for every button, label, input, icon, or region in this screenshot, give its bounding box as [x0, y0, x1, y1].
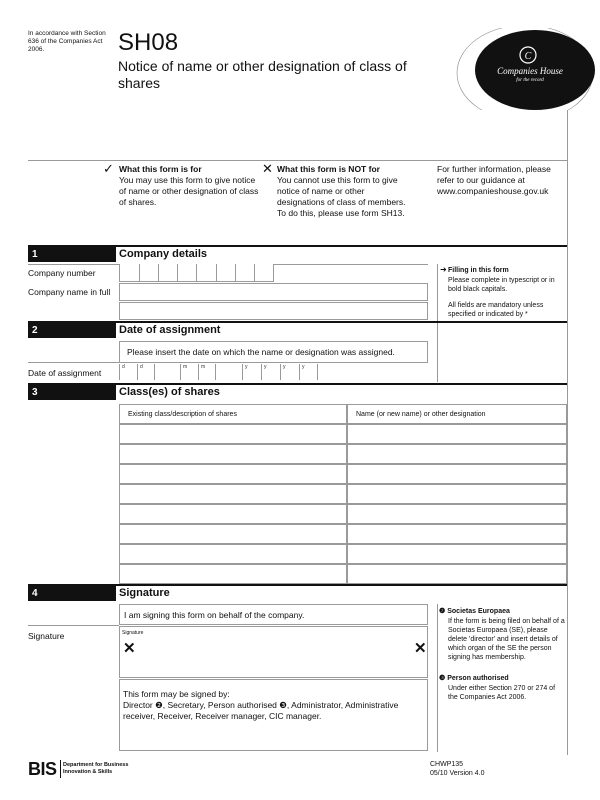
date-digit-y4[interactable]: y [299, 364, 318, 380]
cross-icon: ✕ [262, 161, 273, 176]
notes-divider [437, 604, 438, 752]
shares-row2-new[interactable] [347, 444, 567, 464]
intro-not-for-text: You cannot use this form to give notice of name or other designations of class of members. To do this, please use form SH13. [277, 175, 406, 218]
form-code: SH08 [118, 29, 179, 56]
logo-name: Companies House [497, 66, 563, 76]
shares-row7-existing[interactable] [119, 544, 347, 564]
section2-number: 2 [28, 323, 116, 338]
section4-subrule [28, 625, 119, 626]
department-line1: Department for Business [63, 762, 129, 768]
shares-row6-new[interactable] [347, 524, 567, 544]
intro-not-for-title: What this form is NOT for [277, 164, 380, 174]
side-panel-divider [437, 264, 438, 382]
filling-in-text1: Please complete in typescript or in bold black capitals. [448, 277, 555, 293]
note3-title [439, 674, 509, 683]
date-of-assignment-label: Date of assignment [28, 368, 102, 378]
company-number-field[interactable] [119, 264, 274, 282]
shares-row1-new[interactable] [347, 424, 567, 444]
signature-field[interactable] [119, 626, 428, 678]
note2-title-text: Societas Europaea [447, 608, 510, 615]
date-digit-y2[interactable]: y [261, 364, 280, 380]
company-name-field-line2[interactable] [119, 302, 428, 320]
intro-for-title: What this form is for [119, 164, 202, 174]
department-line2: Innovation & Skills [63, 769, 113, 775]
date-digit-m1[interactable]: m [180, 364, 198, 380]
section3-title: Class(es) of shares [119, 386, 220, 398]
note3-title-text: Person authorised [447, 675, 509, 682]
shares-row6-existing[interactable] [119, 524, 347, 544]
section3-number: 3 [28, 385, 116, 400]
note2-title [439, 607, 510, 616]
shares-row5-existing[interactable] [119, 504, 347, 524]
note2-marker-icon: ❷ [439, 608, 446, 615]
shares-row7-new[interactable] [347, 544, 567, 564]
shares-row8-existing[interactable] [119, 564, 347, 584]
logo-tagline: for the record [516, 78, 544, 83]
legal-reference: In accordance with Section 636 of the Companies Act 2006. [28, 30, 106, 53]
date-digit-y3[interactable]: y [280, 364, 299, 380]
date-digit-y1[interactable]: y [242, 364, 261, 380]
intro-for-text: You may use this form to give notice of name or other designation of class of shares. [119, 175, 259, 207]
form-title: Notice of name or other designation of class of shares [118, 58, 407, 91]
signing-statement: I am signing this form on behalf of the company. [124, 610, 305, 620]
signed-by-text: Director ❷, Secretary, Person authorised ❸, Administrator, Administrative receiver, Receiver, Receiver manager, CIC manager. [123, 700, 399, 721]
sign-here-end-icon: ✕ [414, 640, 427, 657]
intro-info-text: For further information, please refer to our guidance at www.companieshouse.gov.uk [437, 164, 551, 196]
shares-header-col1 [119, 404, 347, 424]
signed-by-title: This form may be signed by: [123, 689, 230, 699]
filling-in-title: Filling in this form [448, 267, 509, 274]
note3-text: Under either Section 270 or 274 of the Companies Act 2006. [448, 685, 556, 701]
shares-row5-new[interactable] [347, 504, 567, 524]
date-instruction-box [119, 341, 428, 363]
date-instruction: Please insert the date on which the name or designation was assigned. [127, 347, 395, 357]
section1-number: 1 [28, 247, 116, 262]
form-reference-code: CHWP135 [430, 761, 464, 768]
shares-col2-label: Name (or new name) or other designation [356, 411, 486, 418]
bis-logo-divider [60, 760, 61, 778]
signing-statement-box [119, 604, 428, 625]
section4-title: Signature [119, 587, 170, 599]
section2-subrule [28, 362, 428, 363]
shares-row3-new[interactable] [347, 464, 567, 484]
arrow-icon: ➜ [440, 265, 447, 274]
shares-header-col2 [347, 404, 567, 424]
filling-in-text2: All fields are mandatory unless specified or indicated by * [448, 302, 544, 318]
shares-row4-new[interactable] [347, 484, 567, 504]
section4-number: 4 [28, 586, 116, 601]
date-digit-d1[interactable]: d [119, 364, 137, 380]
section2-title: Date of assignment [119, 324, 221, 336]
company-number-label: Company number [28, 268, 96, 278]
companies-house-logo [450, 28, 600, 110]
signature-label: Signature [28, 631, 65, 641]
shares-row2-existing[interactable] [119, 444, 347, 464]
shares-row4-existing[interactable] [119, 484, 347, 504]
signature-box-label: Signature [122, 630, 144, 636]
bis-logo: BIS [28, 759, 57, 779]
sign-here-start-icon: ✕ [123, 640, 136, 657]
check-icon: ✓ [103, 161, 114, 176]
company-name-label: Company name in full [28, 287, 111, 297]
date-digit-d2[interactable]: d [137, 364, 155, 380]
form-version: 05/10 Version 4.0 [430, 770, 485, 777]
section1-title: Company details [119, 248, 208, 260]
company-name-field-line1[interactable] [119, 283, 428, 301]
signed-by-box [119, 679, 428, 751]
note3-marker-icon: ❸ [439, 675, 446, 682]
shares-row3-existing[interactable] [119, 464, 347, 484]
shares-row1-existing[interactable] [119, 424, 347, 444]
shares-row8-new[interactable] [347, 564, 567, 584]
shares-col1-label: Existing class/description of shares [128, 411, 237, 418]
svg-text:C: C [524, 51, 532, 62]
note2-text: If the form is being filed on behalf of a Societas Europaea (SE), please delete 'director' and insert details of which organ of the SE the person signing has membership. [448, 618, 565, 661]
page-right-border [567, 110, 568, 755]
date-digit-m2[interactable]: m [198, 364, 216, 380]
